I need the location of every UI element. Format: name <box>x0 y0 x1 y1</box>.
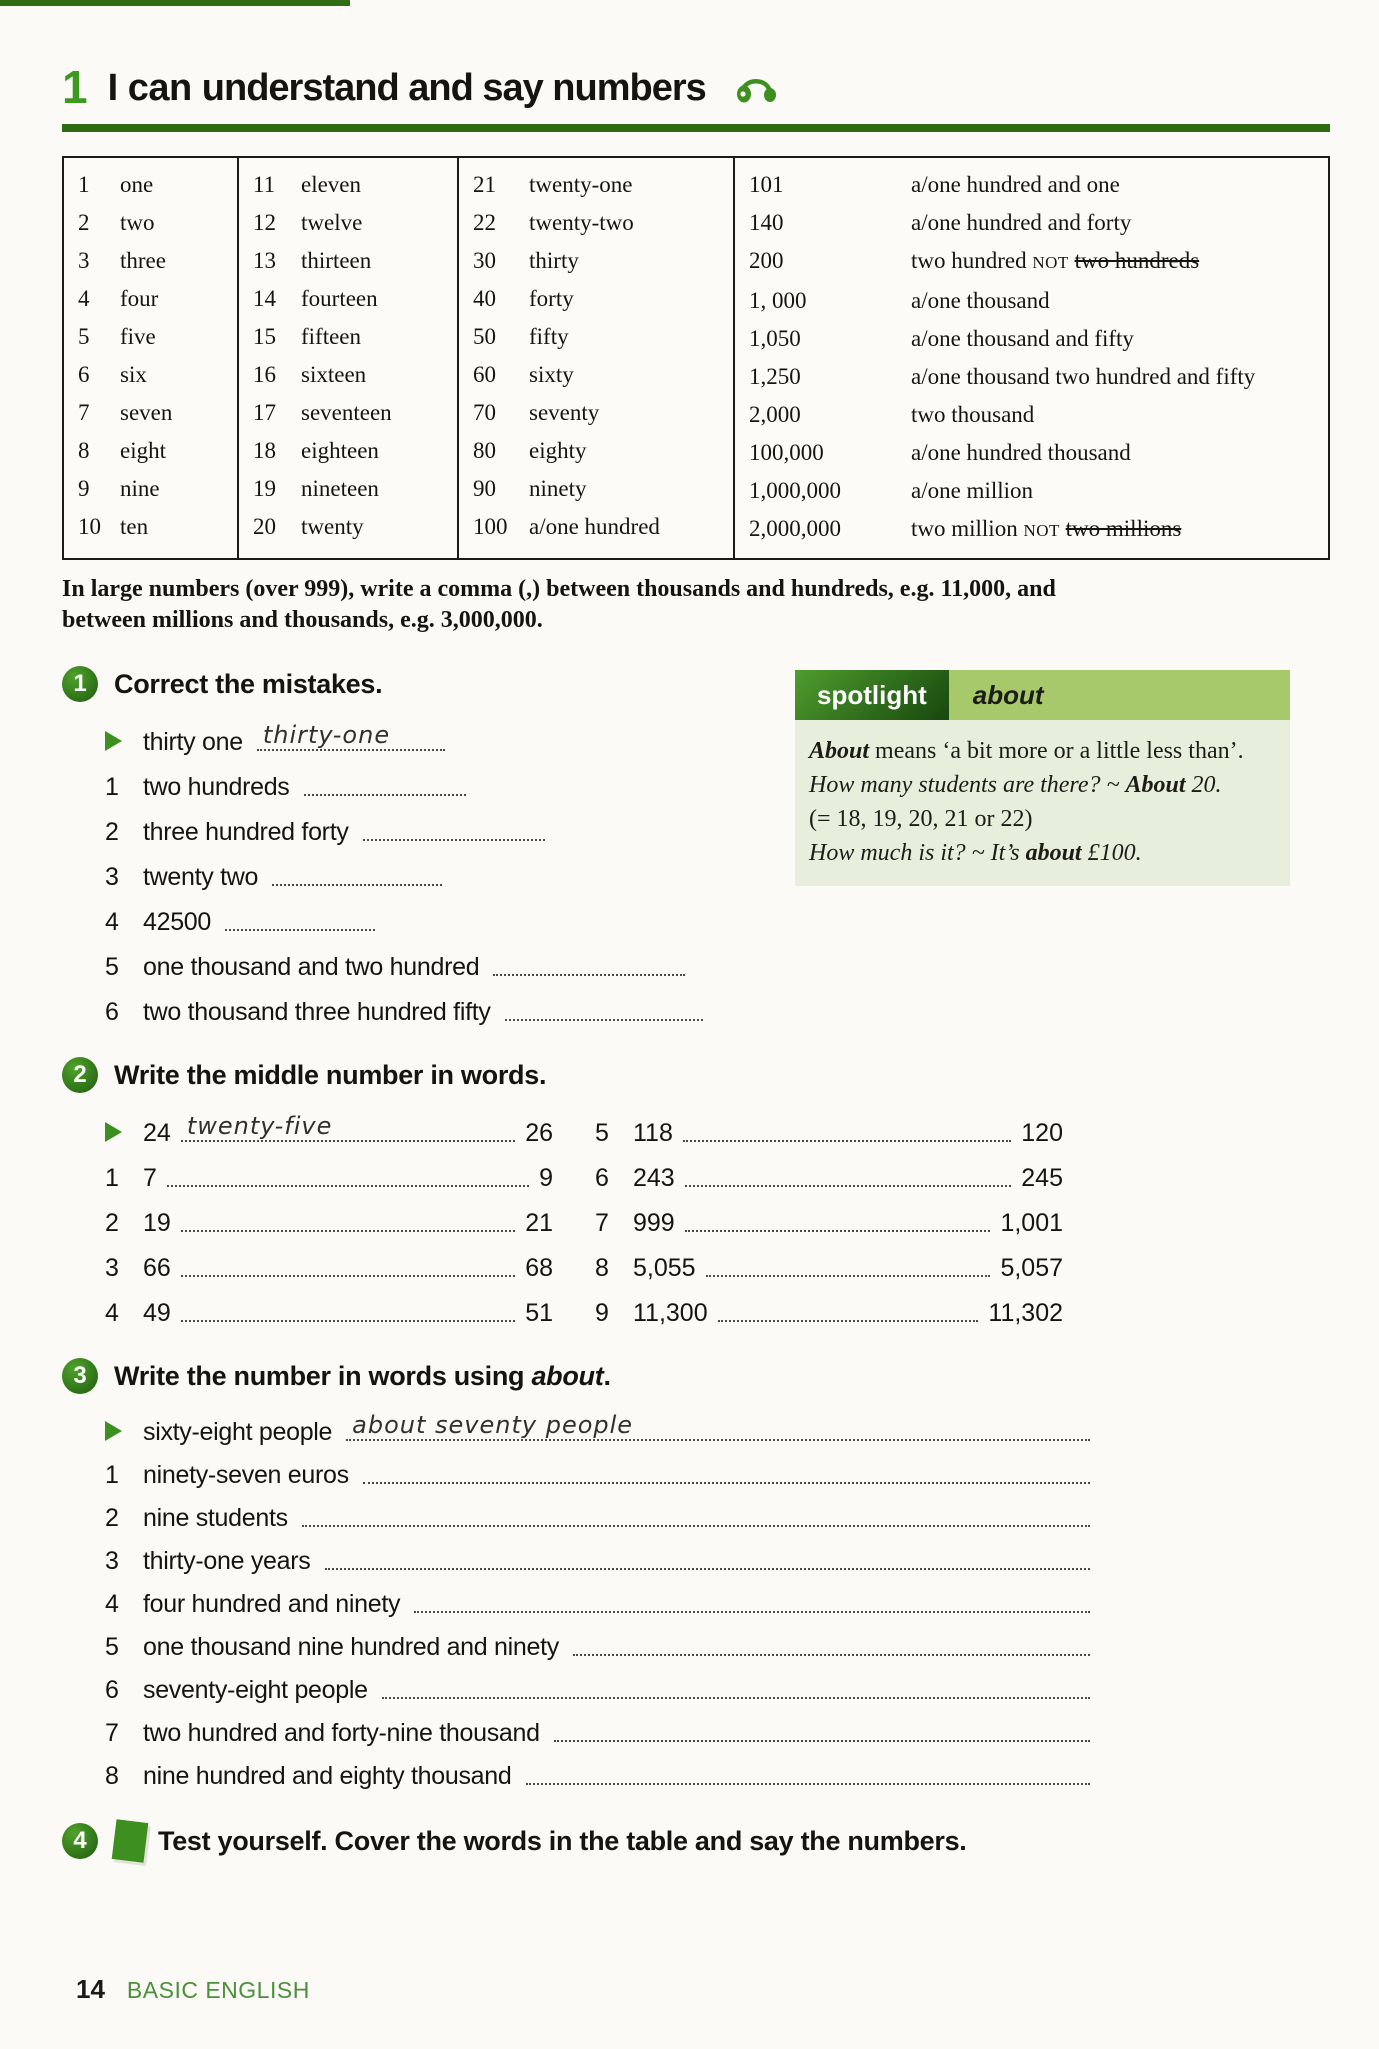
numbers-table-row <box>473 204 723 242</box>
table-word: five <box>120 324 156 349</box>
numbers-table-row <box>78 470 227 508</box>
table-number: 2,000 <box>749 402 801 427</box>
example-arrow-icon <box>105 1122 122 1142</box>
exercise-2-right-column <box>595 1103 1063 1328</box>
range-to: 1,001 <box>1000 1209 1063 1237</box>
table-note: In large numbers (over 999), write a comma (,) between thousands and hundreds, e.g. 11,000, and between millions and thousands, e.g. 3,000,000. <box>62 576 1056 633</box>
item-prompt: thirty one <box>143 728 243 756</box>
answer-blank <box>325 1568 1091 1570</box>
table-number: 1 <box>78 172 90 197</box>
table-number: 140 <box>749 210 784 235</box>
exercise-1-item <box>105 982 1330 1027</box>
item-number: 7 <box>105 1719 119 1747</box>
range-from: 5,055 <box>633 1254 696 1282</box>
table-number: 1,050 <box>749 326 801 351</box>
title-divider <box>62 124 1330 132</box>
item-prompt: thirty-one years <box>143 1547 311 1575</box>
table-word: eight <box>120 438 166 463</box>
numbers-table-row <box>253 166 447 204</box>
exercise-2-item <box>595 1103 1063 1148</box>
range-to: 51 <box>525 1299 553 1327</box>
exercise-2-item <box>105 1193 553 1238</box>
item-number: 4 <box>105 1299 119 1327</box>
exercise-2-header <box>62 1057 1330 1093</box>
spotlight-line-4: How much is it? ~ It’s about £100. <box>809 840 1142 866</box>
item-number: 7 <box>595 1209 609 1237</box>
exercise-2-left-column <box>105 1103 553 1328</box>
numbers-table-row <box>473 280 723 318</box>
table-number: 1,250 <box>749 364 801 389</box>
table-word: fourteen <box>301 286 378 311</box>
table-number: 10 <box>78 514 101 539</box>
item-number: 6 <box>595 1164 609 1192</box>
table-number: 90 <box>473 476 496 501</box>
numbers-table-row <box>749 242 1318 282</box>
table-number: 19 <box>253 476 276 501</box>
numbers-table-row <box>473 470 723 508</box>
spotlight-line-2: How many students are there? ~ About 20. <box>809 772 1222 798</box>
answer-blank <box>167 1185 529 1187</box>
table-word: fifteen <box>301 324 362 349</box>
item-number: 9 <box>595 1299 609 1327</box>
table-number: 2,000,000 <box>749 516 841 541</box>
numbers-table-row <box>78 394 227 432</box>
table-number: 4 <box>78 286 90 311</box>
not-label: NOT <box>1023 521 1060 540</box>
item-number: 6 <box>105 998 119 1026</box>
item-number: 6 <box>105 1676 119 1704</box>
range-to: 120 <box>1021 1119 1063 1147</box>
numbers-table-row <box>78 166 227 204</box>
answer-blank <box>225 929 375 931</box>
numbers-table-row <box>253 318 447 356</box>
numbers-table-row <box>473 356 723 394</box>
numbers-table-row <box>78 432 227 470</box>
numbers-table-row <box>78 508 227 546</box>
numbers-table-row <box>253 356 447 394</box>
exercise-3-item <box>105 1447 1090 1490</box>
item-prompt: nine students <box>143 1504 288 1532</box>
item-number: 2 <box>105 1209 119 1237</box>
item-prompt: two thousand three hundred fifty <box>143 998 491 1026</box>
table-word: a/one hundred and forty <box>911 210 1132 235</box>
table-word: seventy <box>529 400 600 425</box>
item-number: 1 <box>105 1461 119 1489</box>
exercise-3-header <box>62 1358 1330 1394</box>
struck-wrong-form: two hundreds <box>1074 248 1200 273</box>
table-word: two hundred NOT two hundreds <box>911 248 1200 273</box>
numbers-table-column <box>735 158 1328 558</box>
table-word: four <box>120 286 159 311</box>
table-word: thirty <box>529 248 579 273</box>
range-to: 9 <box>539 1164 553 1192</box>
exercise-3-item <box>105 1576 1090 1619</box>
item-prompt: one thousand nine hundred and ninety <box>143 1633 559 1661</box>
answer-blank <box>685 1230 991 1232</box>
unit-number: 1 <box>62 61 88 113</box>
exercise-3-item <box>105 1533 1090 1576</box>
table-number: 16 <box>253 362 276 387</box>
table-word: a/one thousand two hundred and fifty <box>911 364 1256 389</box>
table-number: 200 <box>749 248 784 273</box>
numbers-table-row <box>749 510 1318 550</box>
exercise-4 <box>62 1821 1330 1861</box>
range-to: 11,302 <box>988 1299 1063 1327</box>
exercise-1-title: Correct the mistakes. <box>114 668 383 699</box>
numbers-table-row <box>253 280 447 318</box>
item-prompt: sixty-eight people <box>143 1418 333 1446</box>
answer-blank <box>683 1140 1011 1142</box>
page-title: I can understand and say numbers <box>107 67 706 110</box>
numbers-table-row <box>749 472 1318 510</box>
numbers-table-row <box>78 356 227 394</box>
table-word: forty <box>529 286 574 311</box>
range-from: 19 <box>143 1209 171 1237</box>
table-word: sixty <box>529 362 574 387</box>
item-prompt: four hundred and ninety <box>143 1590 401 1618</box>
not-label: NOT <box>1032 253 1069 272</box>
exercise-2-columns <box>105 1103 1330 1328</box>
answer-blank <box>414 1611 1090 1613</box>
exercise-1 <box>62 666 1330 1027</box>
numbers-table-row <box>749 358 1318 396</box>
numbers-table-row <box>253 394 447 432</box>
item-prompt: one thousand and two hundred <box>143 953 480 981</box>
table-number: 14 <box>253 286 276 311</box>
spotlight-body <box>795 720 1290 886</box>
table-number: 80 <box>473 438 496 463</box>
exercise-2-item <box>105 1238 553 1283</box>
numbers-table <box>62 156 1330 560</box>
table-number: 12 <box>253 210 276 235</box>
spotlight-box <box>795 670 1290 886</box>
exercise-2-badge: 2 <box>62 1057 98 1093</box>
table-word: fifty <box>529 324 569 349</box>
exercise-1-item <box>105 937 1330 982</box>
numbers-table-row <box>749 204 1318 242</box>
range-from: 66 <box>143 1254 171 1282</box>
table-number: 3 <box>78 248 90 273</box>
table-word: nineteen <box>301 476 379 501</box>
item-number: 3 <box>105 1254 119 1282</box>
struck-wrong-form: two millions <box>1065 516 1182 541</box>
item-number: 8 <box>595 1254 609 1282</box>
numbers-table-row <box>473 166 723 204</box>
numbers-table-row <box>749 320 1318 358</box>
range-from: 11,300 <box>633 1299 708 1327</box>
table-number: 40 <box>473 286 496 311</box>
table-word: thirteen <box>301 248 372 273</box>
table-number: 15 <box>253 324 276 349</box>
table-number: 13 <box>253 248 276 273</box>
item-prompt: two hundred and forty-nine thousand <box>143 1719 540 1747</box>
item-prompt: twenty two <box>143 863 259 891</box>
table-number: 50 <box>473 324 496 349</box>
item-number: 5 <box>105 1633 119 1661</box>
item-number: 1 <box>105 1164 119 1192</box>
table-word: a/one thousand <box>911 288 1050 313</box>
table-number: 18 <box>253 438 276 463</box>
exercise-2-item <box>595 1193 1063 1238</box>
item-number: 5 <box>105 953 119 981</box>
table-word: sixteen <box>301 362 367 387</box>
numbers-table-column <box>459 158 735 558</box>
answer-blank <box>554 1740 1090 1742</box>
table-number: 11 <box>253 172 276 197</box>
numbers-table-row <box>78 242 227 280</box>
spotlight-line-1: About means ‘a bit more or a little less than’. <box>809 738 1244 764</box>
answer-blank <box>493 974 685 976</box>
table-word: eleven <box>301 172 362 197</box>
answer-blank <box>272 884 442 886</box>
answer-blank <box>685 1185 1012 1187</box>
table-word: two million NOT two millions <box>911 516 1182 541</box>
exercise-3-example <box>105 1404 1090 1447</box>
numbers-table-row <box>253 470 447 508</box>
table-number: 17 <box>253 400 276 425</box>
answer-blank <box>181 1275 515 1277</box>
range-from: 24 <box>143 1119 171 1147</box>
numbers-table-row <box>749 434 1318 472</box>
numbers-table-row <box>473 242 723 280</box>
table-number: 7 <box>78 400 90 425</box>
unit-header <box>62 61 1330 113</box>
table-word: a/one million <box>911 478 1034 503</box>
numbers-table-row <box>749 166 1318 204</box>
table-number: 22 <box>473 210 496 235</box>
exercise-3-badge: 3 <box>62 1358 98 1394</box>
table-number: 2 <box>78 210 90 235</box>
table-word: twenty-one <box>529 172 633 197</box>
table-number: 8 <box>78 438 90 463</box>
exercise-2-item <box>595 1238 1063 1283</box>
range-to: 245 <box>1021 1164 1063 1192</box>
answer-blank <box>363 1482 1090 1484</box>
table-number: 70 <box>473 400 496 425</box>
range-from: 7 <box>143 1164 157 1192</box>
exercise-3-item <box>105 1705 1090 1748</box>
exercise-4-badge: 4 <box>62 1823 98 1859</box>
table-number: 20 <box>253 514 276 539</box>
numbers-table-row <box>253 432 447 470</box>
numbers-table-row <box>473 318 723 356</box>
table-number: 101 <box>749 172 784 197</box>
item-number: 5 <box>595 1119 609 1147</box>
table-word: seventeen <box>301 400 392 425</box>
spotlight-label: spotlight <box>795 670 949 720</box>
range-to: 5,057 <box>1000 1254 1063 1282</box>
numbers-table-row <box>473 432 723 470</box>
handwritten-answer: twenty-five <box>181 1113 515 1142</box>
exercise-3-item <box>105 1490 1090 1533</box>
exercise-2-item <box>105 1148 553 1193</box>
exercise-3 <box>62 1358 1330 1791</box>
item-prompt: 42500 <box>143 908 212 936</box>
answer-blank <box>304 794 466 796</box>
numbers-table-row <box>253 204 447 242</box>
spotlight-line-3: (= 18, 19, 20, 21 or 22) <box>809 806 1033 832</box>
table-word: twelve <box>301 210 363 235</box>
table-word: three <box>120 248 166 273</box>
item-number: 3 <box>105 863 119 891</box>
test-yourself-icon <box>112 1819 149 1863</box>
table-number: 5 <box>78 324 90 349</box>
exercise-2-item <box>595 1283 1063 1328</box>
range-to: 26 <box>525 1119 553 1147</box>
example-arrow-icon <box>105 1421 122 1441</box>
table-number: 1,000,000 <box>749 478 841 503</box>
numbers-table-row <box>473 508 723 546</box>
range-from: 999 <box>633 1209 675 1237</box>
table-word: ten <box>120 514 149 539</box>
table-word: twenty <box>301 514 364 539</box>
exercise-2 <box>62 1057 1330 1328</box>
range-from: 49 <box>143 1299 171 1327</box>
exercise-4-header <box>62 1821 1330 1861</box>
answer-blank <box>181 1320 515 1322</box>
spotlight-topic: about <box>949 670 1290 720</box>
answer-blank <box>302 1525 1090 1527</box>
item-prompt: ninety-seven euros <box>143 1461 349 1489</box>
numbers-table-row <box>78 318 227 356</box>
item-number: 1 <box>105 773 119 801</box>
scan-edge-strip <box>0 0 350 6</box>
exercise-3-item <box>105 1662 1090 1705</box>
exercise-2-example <box>105 1103 553 1148</box>
exercise-2-item <box>105 1283 553 1328</box>
exercise-3-item <box>105 1748 1090 1791</box>
headphones-icon <box>734 71 778 108</box>
item-prompt: three hundred forty <box>143 818 349 846</box>
table-word: two <box>120 210 155 235</box>
table-word: a/one hundred and one <box>911 172 1120 197</box>
table-word: twenty-two <box>529 210 634 235</box>
answer-blank <box>573 1654 1090 1656</box>
table-number: 30 <box>473 248 496 273</box>
exercise-4-title: Test yourself. Cover the words in the table and say the numbers. <box>158 1825 967 1856</box>
answer-blank <box>526 1783 1091 1785</box>
table-word: seven <box>120 400 173 425</box>
example-arrow-icon <box>105 731 122 751</box>
numbers-table-row <box>253 508 447 546</box>
item-number: 4 <box>105 1590 119 1618</box>
exercise-3-item <box>105 1619 1090 1662</box>
table-number: 1, 000 <box>749 288 807 313</box>
answer-blank <box>382 1697 1090 1699</box>
exercise-1-badge: 1 <box>62 666 98 702</box>
table-word: eighty <box>529 438 587 463</box>
table-number: 9 <box>78 476 90 501</box>
page-number: 14 <box>76 1974 105 2004</box>
numbers-table-row <box>749 396 1318 434</box>
table-number: 21 <box>473 172 496 197</box>
table-word: two thousand <box>911 402 1035 427</box>
range-from: 243 <box>633 1164 675 1192</box>
item-number: 3 <box>105 1547 119 1575</box>
table-word: eighteen <box>301 438 379 463</box>
answer-blank <box>505 1019 703 1021</box>
table-word: a/one thousand and fifty <box>911 326 1134 351</box>
numbers-table-row <box>78 280 227 318</box>
table-number: 60 <box>473 362 496 387</box>
item-number: 2 <box>105 1504 119 1532</box>
answer-blank <box>718 1320 979 1322</box>
item-prompt: seventy-eight people <box>143 1676 368 1704</box>
table-number: 100 <box>473 514 508 539</box>
handwritten-answer: thirty-one <box>257 722 445 751</box>
item-number: 4 <box>105 908 119 936</box>
answer-blank <box>706 1275 991 1277</box>
answer-blank <box>181 1230 515 1232</box>
exercise-2-title: Write the middle number in words. <box>114 1059 547 1090</box>
answer-blank <box>363 839 545 841</box>
page-footer <box>76 1974 310 2005</box>
table-word: a/one hundred thousand <box>911 440 1131 465</box>
table-number: 6 <box>78 362 90 387</box>
table-number: 100,000 <box>749 440 824 465</box>
item-prompt: two hundreds <box>143 773 290 801</box>
exercise-1-item <box>105 892 1330 937</box>
range-to: 68 <box>525 1254 553 1282</box>
numbers-table-column <box>64 158 239 558</box>
range-to: 21 <box>525 1209 553 1237</box>
numbers-table-row <box>253 242 447 280</box>
numbers-table-row <box>749 282 1318 320</box>
table-word: one <box>120 172 154 197</box>
handwritten-answer: about seventy people <box>346 1412 1090 1441</box>
table-word: ninety <box>529 476 587 501</box>
exercise-3-items <box>105 1404 1330 1791</box>
numbers-table-column <box>239 158 459 558</box>
numbers-table-row <box>473 394 723 432</box>
exercise-2-item <box>595 1148 1063 1193</box>
spotlight-header <box>795 670 1290 720</box>
numbers-table-row <box>78 204 227 242</box>
section-title: BASIC ENGLISH <box>126 1977 310 2003</box>
table-word: six <box>120 362 147 387</box>
table-word: a/one hundred <box>529 514 660 539</box>
range-from: 118 <box>633 1119 673 1147</box>
item-prompt: nine hundred and eighty thousand <box>143 1762 512 1790</box>
item-number: 2 <box>105 818 119 846</box>
table-word: nine <box>120 476 160 501</box>
exercise-3-title: Write the number in words using about. <box>114 1360 611 1391</box>
item-number: 8 <box>105 1762 119 1790</box>
